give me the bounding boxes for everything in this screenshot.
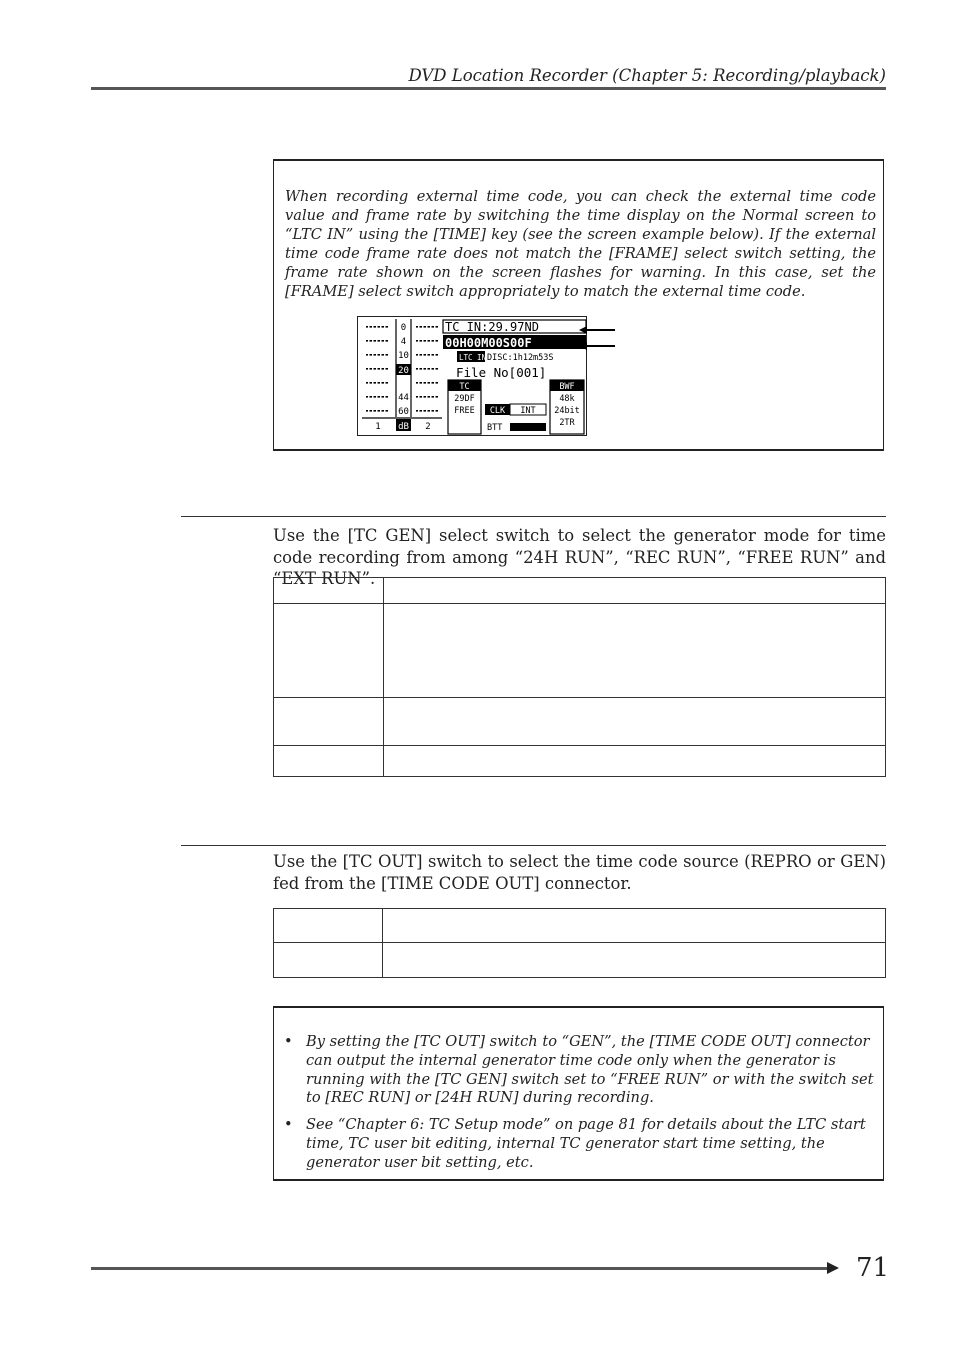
callout-arrows xyxy=(579,321,619,357)
table-cell xyxy=(384,746,886,777)
page-number: 71 xyxy=(856,1253,890,1283)
lcd-bit-depth: 24bit xyxy=(554,406,580,416)
section-rule-tc-gen xyxy=(181,516,886,517)
table-cell xyxy=(274,943,383,978)
table-row xyxy=(274,943,886,978)
table-row xyxy=(274,604,886,698)
section-rule-tc-out xyxy=(181,845,886,846)
lcd-sample-rate: 48k xyxy=(559,394,575,404)
table-cell xyxy=(274,698,384,746)
lcd-clk-label: CLK xyxy=(489,406,506,416)
list-item xyxy=(284,1116,874,1172)
lcd-format-label: BWF xyxy=(559,382,575,392)
channel-2-label: 2 xyxy=(425,422,431,432)
table-row xyxy=(274,909,886,943)
lcd-time-line: 00H00M00S00F xyxy=(445,336,532,350)
header-title: DVD Location Recorder (Chapter 5: Recording/playback) xyxy=(408,66,886,85)
lcd-tc-rate: 29DF xyxy=(454,394,475,404)
lcd-clk-value: INT xyxy=(520,406,536,416)
scale-20: 20 xyxy=(398,366,409,376)
lcd-ltc-badge: LTC IN xyxy=(459,353,487,362)
footer-arrow-icon xyxy=(827,1262,839,1274)
list-item xyxy=(284,1033,874,1108)
tc-gen-table xyxy=(273,577,886,777)
scale-60: 60 xyxy=(398,407,409,417)
lcd-file-line: File No[001] xyxy=(456,365,547,380)
lcd-graphic xyxy=(358,317,588,437)
lcd-disc-info: DISC:1h12m53S xyxy=(487,353,554,363)
lcd-screen-example xyxy=(357,316,587,436)
lcd-batt-label: BTT xyxy=(487,423,503,433)
db-unit-label: dB xyxy=(398,422,409,432)
table-cell xyxy=(274,746,384,777)
table-cell xyxy=(383,909,886,943)
table-row xyxy=(274,698,886,746)
battery-bar xyxy=(510,423,546,431)
table-row xyxy=(274,746,886,777)
lcd-tc-mode: FREE xyxy=(454,406,475,416)
scale-4: 4 xyxy=(400,337,407,347)
note-box-ltc xyxy=(273,159,884,451)
bullet-icon: • xyxy=(284,1033,293,1050)
table-cell xyxy=(384,578,886,604)
table-cell xyxy=(383,943,886,978)
header-rule xyxy=(91,87,886,90)
tc-out-paragraph: Use the [TC OUT] switch to select the time code source (REPRO or GEN) fed from the [TIME CODE OUT] connector. xyxy=(273,852,886,893)
lcd-tc-label: TC xyxy=(459,382,470,392)
table-cell xyxy=(274,578,384,604)
table-cell xyxy=(274,909,383,943)
bullet-icon: • xyxy=(284,1116,293,1134)
note-box-tc-out xyxy=(273,1006,884,1181)
note-text-ltc: When recording external time code, you can check the external time code value and frame rate by switching the time display on the Normal screen to “LTC IN” using the [TIME] key (see the screen example below). If the external time code frame rate does not match the [FRAME] select switch setting, the frame rate shown on the screen flashes for warning. In this case, set the [FRAME] select switch appropriately to match the external time code. xyxy=(285,188,876,300)
footer-rule xyxy=(91,1267,833,1270)
channel-1-label: 1 xyxy=(375,422,381,432)
tc-out-table xyxy=(273,908,886,978)
note-list xyxy=(284,1033,874,1181)
scale-0: 0 xyxy=(400,323,407,333)
table-cell xyxy=(274,604,384,698)
lcd-tracks: 2TR xyxy=(559,418,575,428)
table-row xyxy=(274,578,886,604)
scale-44: 44 xyxy=(398,393,409,403)
table-cell xyxy=(384,604,886,698)
table-cell xyxy=(384,698,886,746)
tc-gen-paragraph: Use the [TC GEN] select switch to select the generator mode for time code recording from among “24H RUN”, “REC RUN”, “FREE RUN” and “EXT RUN”. xyxy=(273,526,886,588)
note-item-text: See “Chapter 6: TC Setup mode” on page 81 for details about the LTC start time, TC user bit editing, internal TC generator start time setting, the generator user bit setting, etc. xyxy=(306,1116,866,1171)
scale-10: 10 xyxy=(398,351,409,361)
lcd-tc-line: TC IN:29.97ND xyxy=(445,320,539,334)
note-item-text: By setting the [TC OUT] switch to “GEN”, the [TIME CODE OUT] connector can output the internal generator time code only when the generator is running with the [TC GEN] switch set to “FREE RUN” or with the switch set to [REC RUN] or [24H RUN] during recording. xyxy=(306,1033,874,1107)
